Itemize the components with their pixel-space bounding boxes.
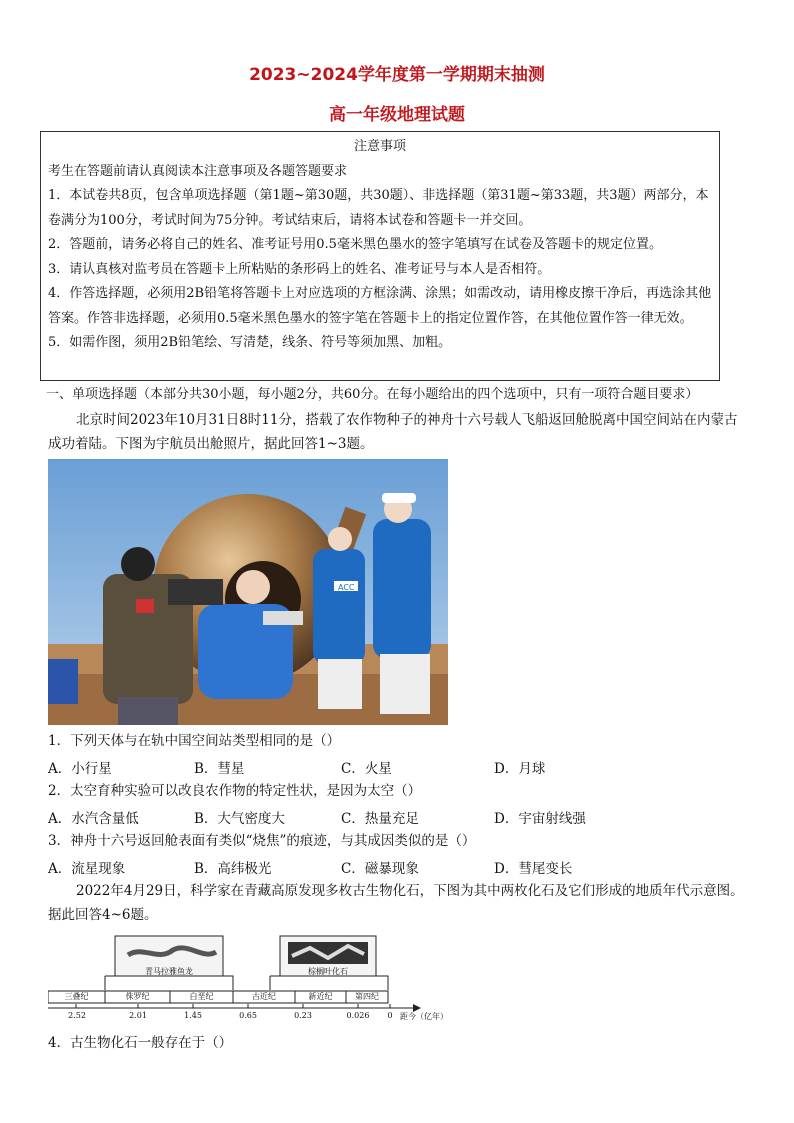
tick-label: 0.65	[239, 1011, 257, 1020]
option-d[interactable]: D．彗尾变长	[494, 861, 573, 877]
tick-label: 0.23	[294, 1011, 312, 1020]
notice-intro: 考生在答题前请认真阅读本注意事项及各题答题要求	[48, 163, 348, 179]
option-a[interactable]: A．水汽含量低	[48, 811, 139, 827]
tick-label: 0.026	[346, 1011, 370, 1020]
notice-item: 3．请认真核对监考员在答题卡上所粘贴的条形码上的姓名、准考证号与本人是否相符。	[48, 261, 551, 277]
option-b[interactable]: B．大气密度大	[194, 811, 285, 827]
period-quaternary: 第四纪	[355, 992, 379, 1001]
option-d[interactable]: D．宇宙射线强	[494, 811, 586, 827]
section-intro: 北京时间2023年10月31日8时11分，搭载了农作物种子的神舟十六号载人飞船返回舱脱离中国空间站在内蒙古成功着陆。下图为宇航员出舱照片，据此回答1~3题。	[48, 412, 738, 452]
notice-item: 4．作答选择题，必须用2B铅笔将答题卡上对应选项的方框涂满、涂黑；如需改动，请用橡皮擦干净后，再选涂其他答案。作答非选择题，必须用0.5毫米黑色墨水的签字笔在答题卡上的指定位置作答，在其他位置作答一律无效。	[48, 286, 712, 326]
notice-item: 1．本试卷共8页，包含单项选择题（第1题~第30题，共30题）、非选择题（第31题~第33题，共3题）两部分，本卷满分为100分，考试时间为75分钟。考试结束后，请将本试卷和答题卡一并交回。	[48, 188, 709, 228]
option-c[interactable]: C．火星	[341, 761, 392, 777]
exam-title: 2023~2024学年度第一学期期末抽测	[249, 65, 545, 85]
axis-label: 距今（亿年）	[400, 1012, 448, 1021]
notice-heading: 注意事项	[353, 139, 406, 154]
question-stem: 4．古生物化石一般存在于（）	[48, 1035, 233, 1051]
question-stem: 3．神舟十六号返回舱表面有类似“烧焦”的痕迹，与其成因类似的是（）	[48, 833, 476, 849]
section-heading: 一、单项选择题（本部分共30小题，每小题2分，共60分。在每小题给出的四个选项中，只有一项符合题目要求）	[46, 387, 699, 402]
option-d[interactable]: D．月球	[494, 761, 546, 777]
period-neogene: 新近纪	[308, 992, 333, 1001]
tick-label: 2.01	[129, 1011, 147, 1020]
question-stem: 2．太空育种实验可以改良农作物的特定性状，是因为太空（）	[48, 783, 422, 799]
option-a[interactable]: A．小行星	[48, 761, 112, 777]
fossil-label-ichthyosaur: 青马拉雅鱼龙	[145, 967, 193, 976]
option-c[interactable]: C．热量充足	[341, 811, 419, 827]
option-c[interactable]: C．磁暴现象	[341, 861, 419, 877]
astronaut-photo	[48, 459, 448, 725]
option-a[interactable]: A．流星现象	[48, 861, 126, 877]
period-paleogene: 古近纪	[252, 992, 276, 1001]
notice-item: 2．答题前，请务必将自己的姓名、准考证号用0.5毫米黑色墨水的签字笔填写在试卷及答题卡的规定位置。	[48, 237, 662, 252]
period-triassic: 三叠纪	[64, 992, 89, 1001]
notice-item: 5．如需作图，须用2B铅笔绘、写清楚，线条、符号等须加黑、加粗。	[48, 335, 452, 350]
option-b[interactable]: B．彗星	[194, 761, 245, 777]
fossil-label-palm: 棕榈叶化石	[308, 967, 348, 976]
geologic-timeline	[48, 930, 468, 1025]
question-stem: 1．下列天体与在轨中国空间站类型相同的是（）	[48, 733, 341, 749]
tick-label: 1.45	[184, 1011, 202, 1020]
tick-label: 0	[387, 1011, 393, 1020]
period-jurassic: 侏罗纪	[125, 992, 150, 1001]
exam-subtitle: 高一年级地理试题	[329, 105, 465, 125]
photo-badge: ACC	[338, 583, 355, 592]
period-cretaceous: 白垩纪	[189, 992, 214, 1001]
notice-box	[40, 131, 720, 381]
option-b[interactable]: B．高纬极光	[194, 861, 272, 877]
tick-label: 2.52	[68, 1011, 86, 1020]
section-intro-2: 2022年4月29日，科学家在青藏高原发现多枚古生物化石，下图为其中两枚化石及它们形成的地质年代示意图。据此回答4~6题。	[48, 883, 744, 923]
